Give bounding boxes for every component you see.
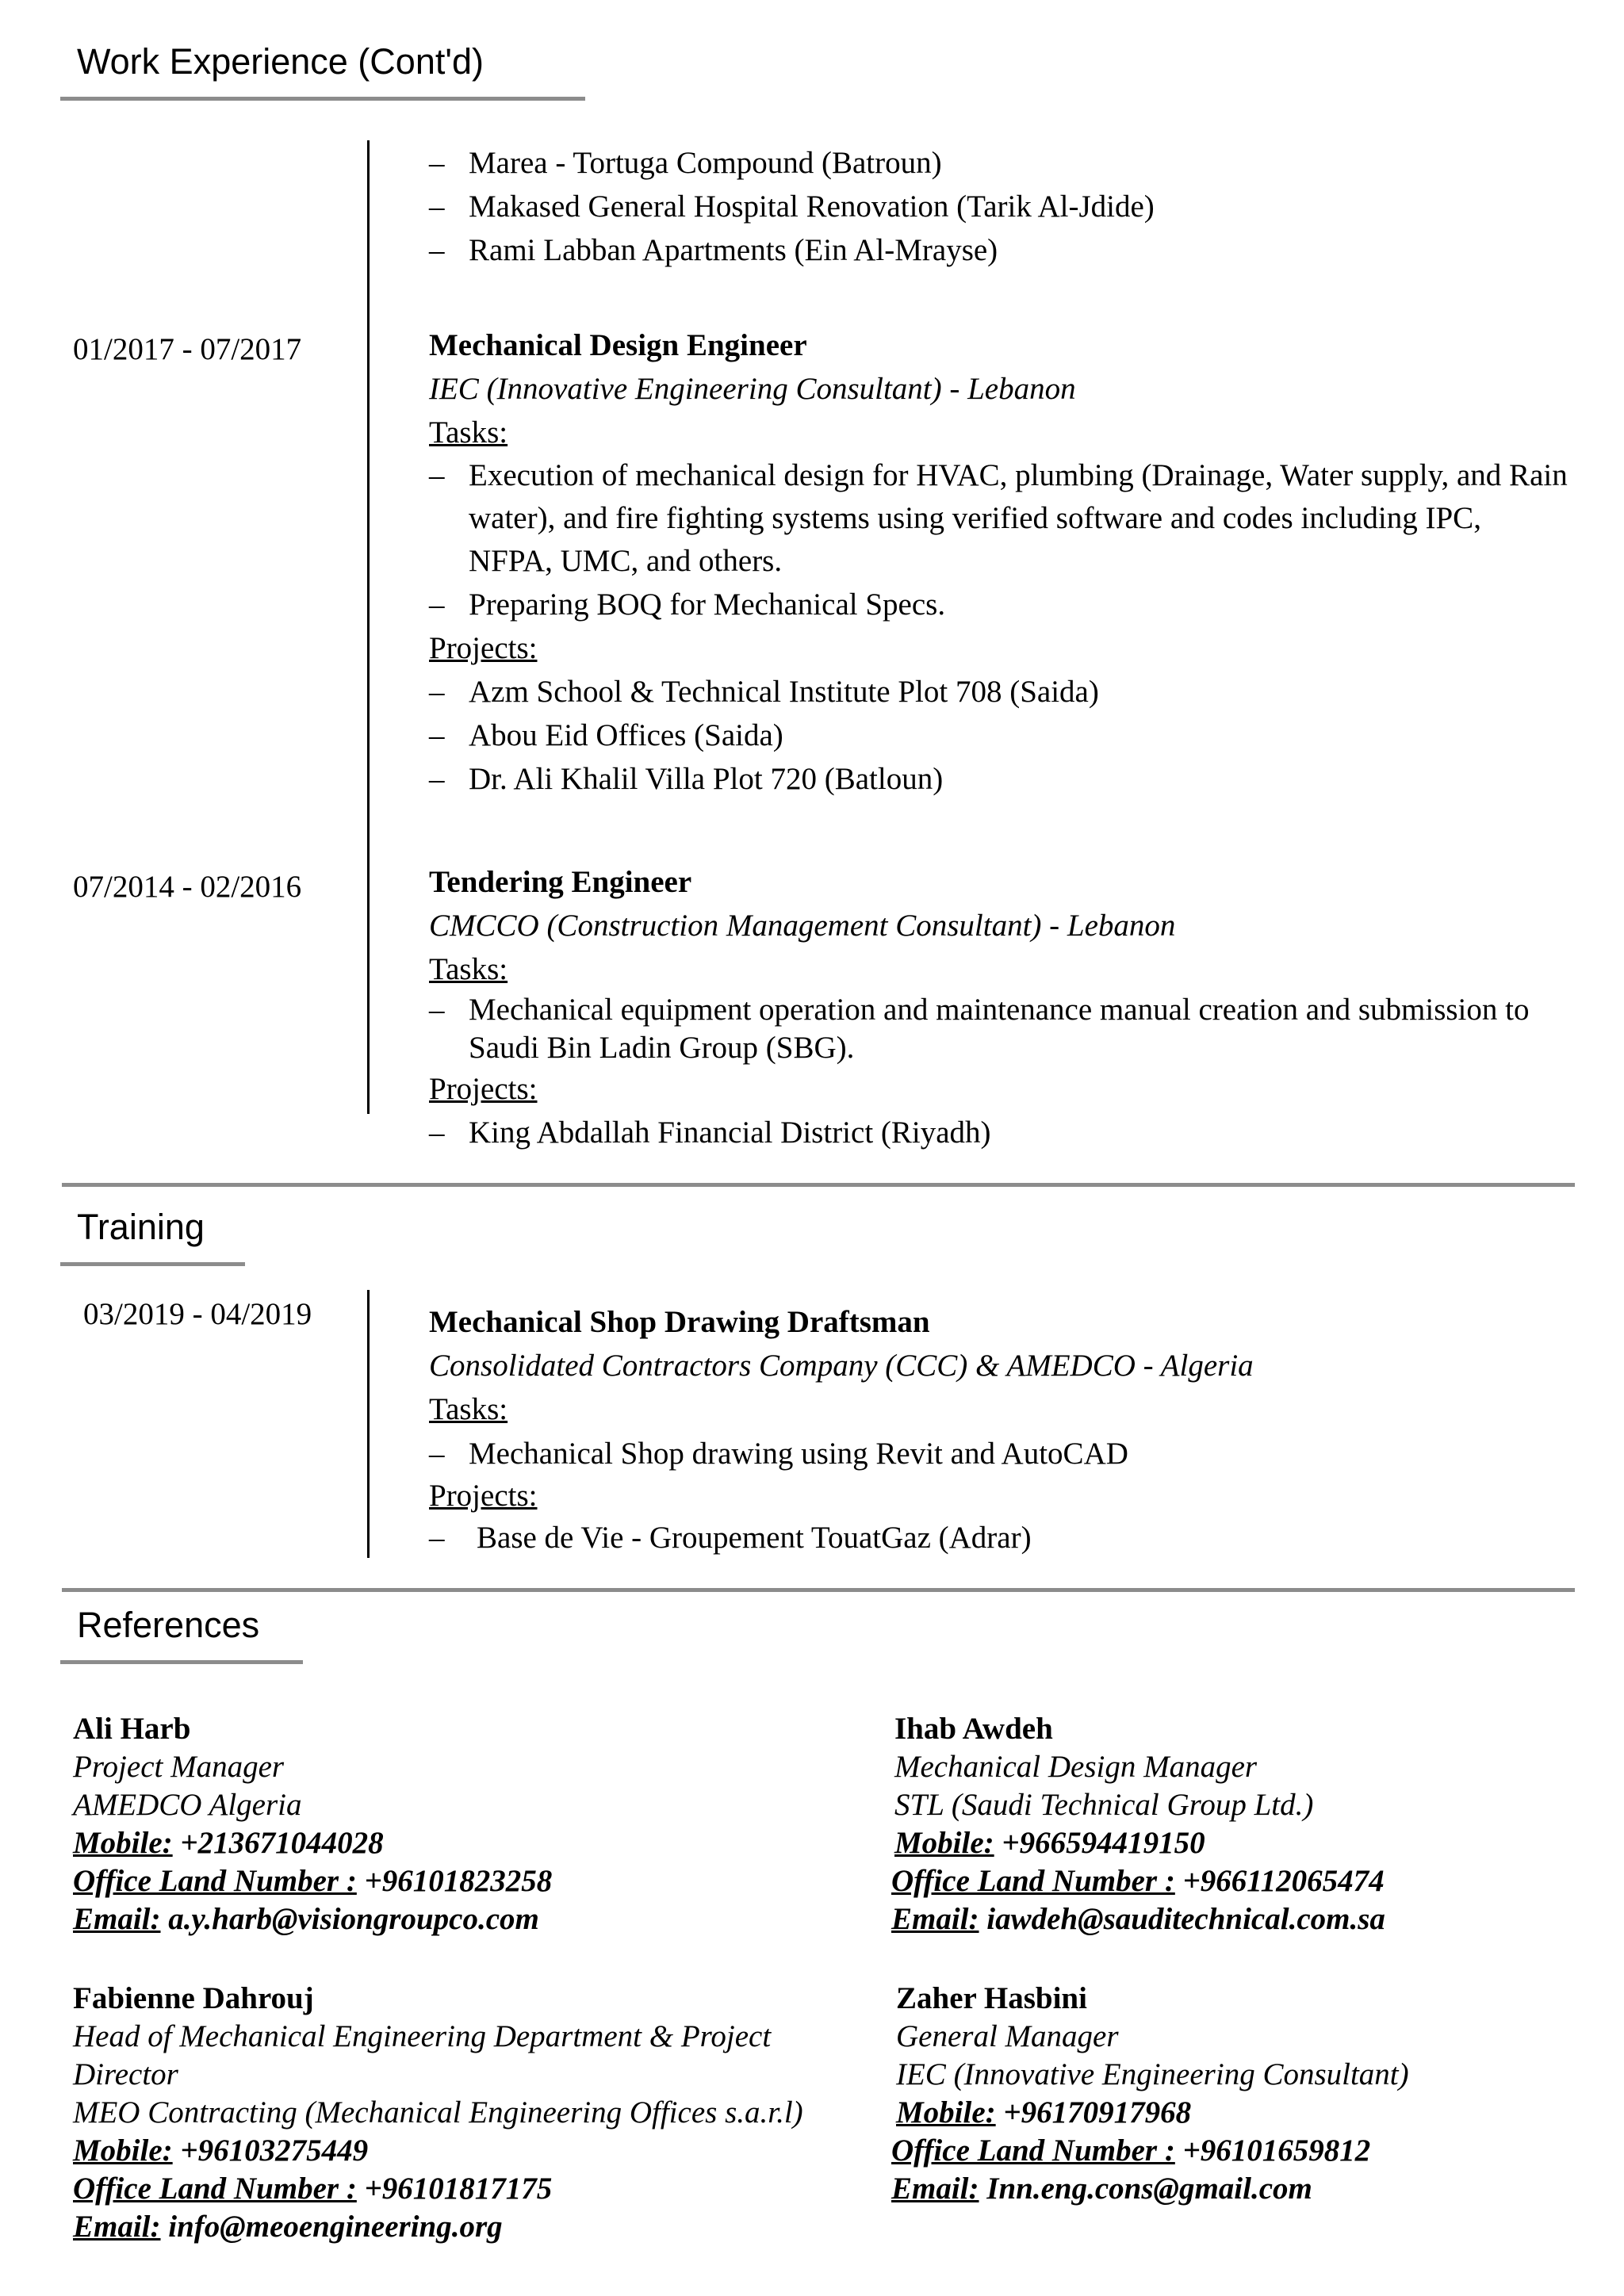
email-label: Email:: [73, 1902, 161, 1936]
reference-mobile: [894, 1824, 1624, 1862]
list-item: – Marea - Tortuga Compound (Batroun): [429, 141, 1571, 185]
email-label: Email:: [891, 2172, 979, 2206]
reference-office: [73, 1862, 866, 1900]
job-organization: CMCCO (Construction Management Consultant) - Lebanon: [429, 909, 1176, 943]
training-organization: Consolidated Contractors Company (CCC) & AMEDCO - Algeria: [429, 1349, 1254, 1383]
reference-role: Mechanical Design Manager: [894, 1750, 1258, 1784]
list-item: – Azm School & Technical Institute Plot 708 (Saida): [429, 670, 1571, 714]
office-label: Office Land Number :: [891, 1864, 1175, 1898]
mobile-label: Mobile:: [73, 1826, 173, 1860]
job-title: Mechanical Design Engineer: [429, 328, 807, 362]
reference-office: [891, 2132, 1624, 2170]
training-dates: 03/2019 - 04/2019: [83, 1297, 312, 1331]
email-label: Email:: [73, 2210, 161, 2244]
job-dates: 07/2014 - 02/2016: [73, 870, 302, 904]
reference-company: IEC (Innovative Engineering Consultant): [896, 2057, 1409, 2091]
tasks-label: Tasks:: [429, 415, 508, 450]
job-entry: [429, 860, 1571, 1154]
job-entry: [429, 323, 1571, 801]
reference-name: Zaher Hasbini: [896, 1981, 1087, 2015]
reference-mobile: [73, 2132, 866, 2170]
office-label: Office Land Number :: [73, 1864, 357, 1898]
reference-company: AMEDCO Algeria: [73, 1788, 302, 1822]
reference-role: General Manager: [896, 2019, 1119, 2053]
job-title: Tendering Engineer: [429, 865, 692, 899]
work-timeline-line: [367, 140, 370, 1114]
section-divider: [62, 1588, 1575, 1592]
mobile-label: Mobile:: [896, 2095, 996, 2130]
email-value: Inn.eng.cons@gmail.com: [986, 2172, 1312, 2206]
office-value: +96101817175: [364, 2172, 553, 2206]
reference-email: [891, 1900, 1624, 1938]
list-item: – Preparing BOQ for Mechanical Specs.: [429, 583, 1571, 626]
projects-label: Projects:: [429, 1072, 538, 1106]
list-item: – Mechanical Shop drawing using Revit and AutoCAD: [429, 1431, 1571, 1477]
mobile-value: +966594419150: [1002, 1826, 1205, 1860]
training-underline: [60, 1262, 245, 1266]
work-experience-heading: Work Experience (Cont'd): [77, 41, 484, 82]
reference-role-continued: Director: [73, 2057, 178, 2091]
reference-mobile: [896, 2094, 1624, 2132]
reference-office: [891, 1862, 1624, 1900]
training-heading: Training: [77, 1207, 205, 1247]
training-title: Mechanical Shop Drawing Draftsman: [429, 1305, 930, 1339]
reference-name: Fabienne Dahrouj: [73, 1981, 314, 2015]
reference-card: [891, 1710, 1624, 1938]
list-item: – Rami Labban Apartments (Ein Al-Mrayse): [429, 228, 1571, 272]
office-value: +96101823258: [364, 1864, 553, 1898]
reference-role: Project Manager: [73, 1750, 285, 1784]
list-item: – Abou Eid Offices (Saida): [429, 714, 1571, 757]
list-item: – King Abdallah Financial District (Riyadh): [429, 1111, 1571, 1154]
references-heading: References: [77, 1605, 260, 1645]
email-label: Email:: [891, 1902, 979, 1936]
email-value: iawdeh@sauditechnical.com.sa: [986, 1902, 1385, 1936]
mobile-label: Mobile:: [73, 2133, 173, 2168]
reference-name: Ali Harb: [73, 1712, 191, 1746]
tasks-label: Tasks:: [429, 1392, 508, 1426]
reference-email: [73, 1900, 866, 1938]
reference-company: STL (Saudi Technical Group Ltd.): [894, 1788, 1314, 1822]
reference-role: Head of Mechanical Engineering Department & Project: [73, 2019, 772, 2053]
work-continued-projects: [429, 141, 1571, 272]
reference-mobile: [73, 1824, 866, 1862]
section-divider: [62, 1183, 1575, 1187]
office-label: Office Land Number :: [73, 2172, 357, 2206]
mobile-value: +96170917968: [1003, 2095, 1192, 2130]
email-value: a.y.harb@visiongroupco.com: [168, 1902, 539, 1936]
projects-label: Projects:: [429, 1479, 538, 1513]
training-timeline-line: [367, 1290, 370, 1558]
job-dates: 01/2017 - 07/2017: [73, 332, 302, 366]
tasks-label: Tasks:: [429, 952, 508, 986]
office-value: +96101659812: [1182, 2133, 1371, 2168]
reference-card: [891, 1980, 1624, 2208]
job-organization: IEC (Innovative Engineering Consultant) - Lebanon: [429, 372, 1076, 406]
reference-email: [891, 2170, 1624, 2208]
list-item: – Execution of mechanical design for HVAC, plumbing (Drainage, Water supply, and Rain water), and fire fighting systems using verified software and codes including IPC, NFPA, UMC, and others.: [429, 454, 1571, 583]
reference-card: [73, 1710, 866, 1938]
reference-office: [73, 2170, 866, 2208]
reference-company: MEO Contracting (Mechanical Engineering Offices s.a.r.l): [73, 2095, 803, 2130]
list-item: – Mechanical equipment operation and maintenance manual creation and submission to Saudi Bin Ladin Group (SBG).: [429, 991, 1571, 1067]
reference-email: [73, 2208, 866, 2246]
mobile-label: Mobile:: [894, 1826, 994, 1860]
office-value: +966112065474: [1182, 1864, 1385, 1898]
mobile-value: +213671044028: [180, 1826, 384, 1860]
office-label: Office Land Number :: [891, 2133, 1175, 2168]
work-experience-underline: [60, 97, 585, 101]
email-value: info@meoengineering.org: [168, 2210, 503, 2244]
reference-name: Ihab Awdeh: [894, 1712, 1053, 1746]
list-item: – Base de Vie - Groupement TouatGaz (Adrar): [429, 1515, 1571, 1561]
training-entry: [429, 1300, 1571, 1561]
list-item: – Dr. Ali Khalil Villa Plot 720 (Batloun): [429, 757, 1571, 801]
projects-label: Projects:: [429, 631, 538, 665]
reference-card: [73, 1980, 866, 2246]
mobile-value: +96103275449: [180, 2133, 369, 2168]
list-item: – Makased General Hospital Renovation (Tarik Al-Jdide): [429, 185, 1571, 228]
references-underline: [60, 1660, 303, 1664]
